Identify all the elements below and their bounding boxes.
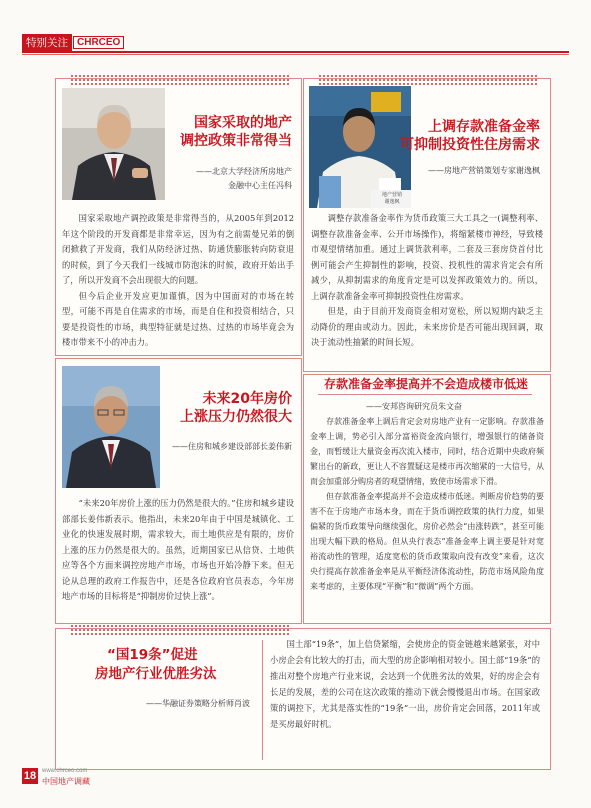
article-2-title xyxy=(398,118,540,154)
nameplate xyxy=(375,192,409,206)
article-1-body xyxy=(62,211,294,351)
article-4-source: ——安邦咨询研究员朱文奋 xyxy=(366,402,462,411)
article-2-source xyxy=(412,164,540,178)
article-4-paragraph-2: 但存款准备金率提高并不会造成楼市低迷。判断房价趋势的要害不在于房地产市场本身，而在于货币调控政策的执行力度，如果偏紧的货币政策导向继续强化，房价必然会“由涨转跌”，甚至可能出现大幅下跌的格局。但从央行表态“准备金率上调主要是针对宽裕流动性的管理，适度宽松的货币政策取向没有改变”来看，这次央行提高存款准备金率是从平衡经济体流动性，防范市场风险角度来考虑的，主要体现“平衡”和“微调”两个方面。 xyxy=(310,492,544,591)
article-5-paragraph-1: 国土部“19条”，加上信贷紧缩，会使房企的资金链越来越紧张，对中小房企会有比较大的打击，而大型的房企影响相对较小。国土部“19条”的推出对整个房地产行业来说，会达到一个优胜劣汰的效果，好的房企会有长足的发展，差的公司在这次政策的推动下就会慢慢退出市场。在国家政策的调控下，尤其是落实性的“19条”一出，房价肯定会回落，2011年或是买房最好时机。 xyxy=(270,639,540,729)
article-5-title-line-1: “国19条”促进 xyxy=(107,647,198,663)
article-4-title: 存款准备金率提高并不会造成楼市低迷 xyxy=(323,377,528,391)
article-2-paragraph-1: 调整存款准备金率作为货币政策三大工具之一(调整利率、调整存款准备金率、公开市场操作)，将缩紧楼市神经，导致楼市观望情绪加重。通过上调货款利率，二套及三套房贷首付比例可能会产生抑制性的影响，投资、投机性的需求肯定会有所减少，从抑制需求的角度肯定是可以发挥政策效力的。所以，上调存款准备金率可抑制投资性住房需求。 xyxy=(311,213,543,301)
article-3-source xyxy=(150,440,292,454)
nameplate-line-1: 地产营销 xyxy=(381,192,402,198)
footer-url[interactable]: www.chrceo.com xyxy=(42,768,88,774)
article-1-title-line-1: 国家采取的地产 xyxy=(194,115,292,131)
article-4-title-rule xyxy=(318,394,532,395)
article-5-title xyxy=(95,646,255,684)
dot-bar-5 xyxy=(70,624,290,637)
article-5-source: ——华融证券策略分析师肖波 xyxy=(146,699,250,708)
article-3-title-line-1: 未来20年房价 xyxy=(202,391,292,407)
article-2-title-line-2: 可抑制投资性住房需求 xyxy=(400,137,540,153)
article-1-title xyxy=(150,114,292,150)
article-1-source-line-2: 金融中心主任冯科 xyxy=(228,181,292,190)
section-tag xyxy=(22,33,124,51)
page-number: 18 xyxy=(23,770,37,782)
article-3-source-line-1: ——住房和城乡建设部部长姜伟新 xyxy=(172,442,292,451)
article-2-title-line-1: 上调存款准备金率 xyxy=(428,119,540,135)
portrait-photo-2 xyxy=(309,86,411,208)
article-3-title xyxy=(146,390,292,426)
magazine-name: 中国地产调藏 xyxy=(42,777,90,786)
article-3-title-line-2: 上涨压力仍然很大 xyxy=(180,409,292,425)
article-1-paragraph-1: 国家采取地产调控政策是非常得当的，从2005年到2012年这个阶段的开发商都是非常幸运，因为有之前需曼兄弟的倒闭掀救了开发商，我们从防经济过热、防通货膨胀转向防衰退的时候，到了今天我们一线城市防泡沫的时候，政府开始出手了，所以开发商不会出现很大的问题。 xyxy=(62,213,294,285)
article-2-body xyxy=(311,211,543,351)
article-5-title-line-2: 房地产行业优胜劣汰 xyxy=(95,666,217,682)
article-1-source-line-1: ——北京大学经济所房地产 xyxy=(196,167,292,176)
article-2-source-line-1: ——房地产营销策划专家谢逸枫 xyxy=(428,166,540,175)
article-3-body xyxy=(62,496,294,605)
header-rule-thin xyxy=(22,54,569,55)
nameplate-line-2: 谢逸枫 xyxy=(384,199,400,205)
brand-label: CHRCEO xyxy=(73,36,124,49)
section-label: 特别关注 xyxy=(22,34,72,51)
article-1-paragraph-2: 但今后企业开发应更加谨慎，因为中国面对的市场在转型，可能不再是自住需求的市场，而是自住和投资相结合，只要是投资性的市场，典型特征就是过热、过热的市场毕竟会为楼市带来不小的冲击力。 xyxy=(62,290,294,347)
header-rule xyxy=(22,51,569,53)
article-5-divider xyxy=(262,640,263,760)
article-1-title-line-2: 调控政策非常得当 xyxy=(180,133,292,149)
article-4-body xyxy=(310,414,544,594)
article-1-source xyxy=(160,165,292,193)
article-2-paragraph-2: 但是，由于目前开发商资金相对宽松，所以短期内缺乏主动降价的理由或动力。因此，未来房价是否可能出现回调，取决于流动性抽紧的时间长短。 xyxy=(311,306,543,347)
article-3-paragraph-1: “未来20年房价上涨的压力仍然是很大的。”住房和城乡建设部部长姜伟新表示。他指出，未来20年由于中国是城镇化、工业化的快速发展时期，需求较大，而土地供应是有限的，房价上涨的压力仍然是很大的。虽然，近期国家已从信贷、土地供应等各个方面来调控房地产市场，市场也开始冷静下来。但无论从总理的政府工作报告中，还是各位政府官员表态，今年房地产市场的目标将是“抑制房价过快上涨”。 xyxy=(62,498,294,601)
article-5-body xyxy=(270,636,540,732)
portrait-photo-3 xyxy=(62,366,160,488)
dot-bar-1 xyxy=(70,74,290,87)
article-4-paragraph-1: 存款准备金率上调后肯定会对房地产业有一定影响。存款准备金率上调，势必引入部分富裕资金流向银行，增强银行的储备资金，而暂缓让大量资金再次流入楼市，同时，结合近期中央政府频繁出台的新政，更让人不容置疑这是楼市再次缩紧的一大信号，从而会加重部分购房者的观望情绪，致使市场需求下滑。 xyxy=(310,417,544,486)
